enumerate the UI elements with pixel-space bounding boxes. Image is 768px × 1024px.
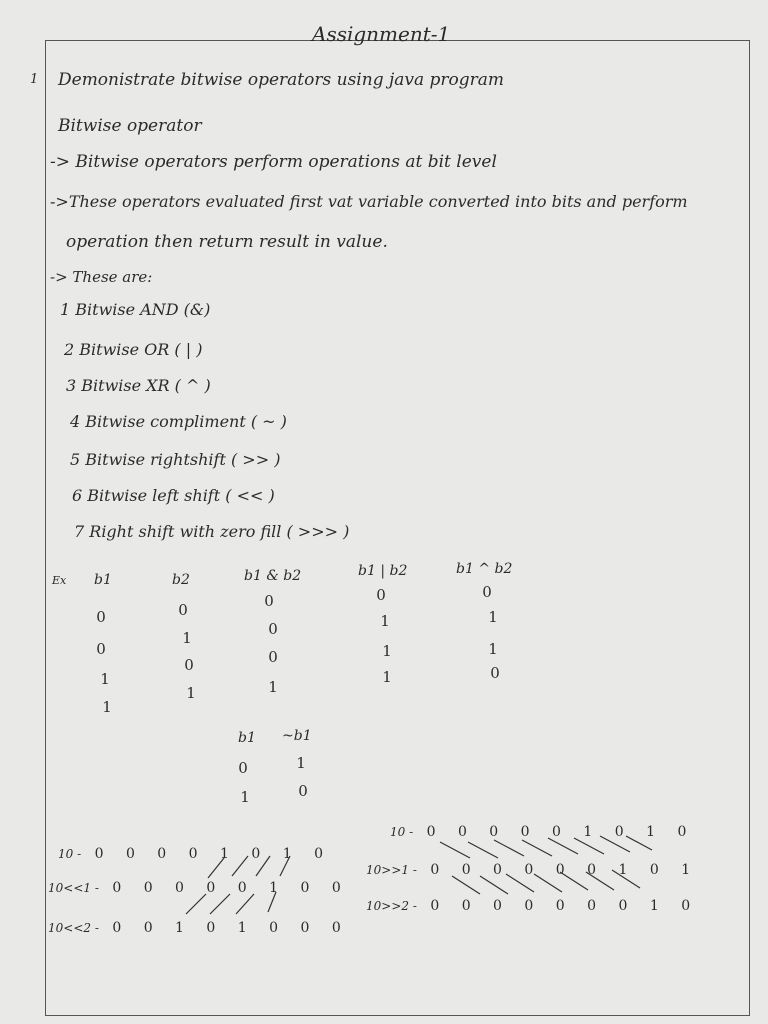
shift-label: 10 - [58,847,82,861]
section-heading: Bitwise operator [58,116,202,136]
shift-label: 10>>1 - [366,863,417,877]
shift-bits: 0 0 1 0 1 0 0 0 [112,920,350,936]
table-cell: 0 [96,608,106,626]
example-label: Ex [52,574,67,587]
table-cell: 0 [376,586,386,604]
question-number: 1 [30,72,39,87]
table-cell: 1 [488,608,498,626]
table-cell: 1 [182,629,192,647]
operator-item: 7 Right shift with zero fill ( >>> ) [74,522,350,541]
table-cell: 1 [382,668,392,686]
left-shift-arrows [186,856,290,914]
table-cell: 1 [268,678,278,696]
column-header: ~b1 [282,728,312,744]
column-header: b2 [172,572,190,588]
table-cell: 1 [380,612,390,630]
table-cell: 0 [264,592,274,610]
shift-label: 10 - [390,825,414,839]
shift-bits: 0 0 0 0 1 0 1 0 [94,846,333,862]
shift-bits: 0 0 0 0 0 1 0 0 [112,880,350,896]
table-cell: 0 [96,640,106,658]
operator-item: 5 Bitwise rightshift ( >> ) [70,450,281,469]
shift-bits: 0 0 0 0 0 0 1 0 1 [430,862,700,878]
table-cell: 0 [184,656,194,674]
table-cell: 1 [102,698,112,716]
column-header: b1 [94,572,112,588]
table-cell: 0 [482,583,492,601]
table-cell: 1 [100,670,110,688]
shift-label: 10<<2 - [48,921,99,935]
table-cell: 1 [296,754,306,772]
column-header: b1 ^ b2 [456,561,513,577]
table-cell: 1 [488,640,498,658]
shift-bits: 0 0 0 0 0 0 0 1 0 [430,898,700,914]
column-header: b1 & b2 [244,568,302,584]
operator-item: 3 Bitwise XR ( ^ ) [66,376,211,395]
table-cell: 0 [268,648,278,666]
table-cell: 1 [382,642,392,660]
operator-item: 4 Bitwise compliment ( ~ ) [70,412,287,431]
column-header: b1 | b2 [358,563,408,579]
question-text: Demonistrate bitwise operators using java program [58,70,505,90]
table-cell: 1 [186,684,196,702]
bullet-line: ->These operators evaluated first vat variable converted into bits and perform [50,192,688,211]
shift-label: 10<<1 - [48,881,99,895]
table-cell: 1 [240,788,250,806]
table-cell: 0 [268,620,278,638]
bullet-line: -> Bitwise operators perform operations at bit level [50,152,497,172]
operator-item: 6 Bitwise left shift ( << ) [72,486,275,505]
shift-bits: 0 0 0 0 0 1 0 1 0 [426,824,696,840]
operator-item: 1 Bitwise AND (&) [60,300,211,319]
table-cell: 0 [238,759,248,777]
page-title: Assignment-1 [312,22,451,46]
bullet-line: -> These are: [50,268,153,286]
operator-item: 2 Bitwise OR ( | ) [64,340,203,359]
column-header: b1 [238,730,256,746]
shift-label: 10>>2 - [366,899,417,913]
table-cell: 0 [178,601,188,619]
right-shift-arrows [440,836,652,894]
table-cell: 0 [490,664,500,682]
table-cell: 0 [298,782,308,800]
bullet-line: operation then return result in value. [66,232,388,252]
